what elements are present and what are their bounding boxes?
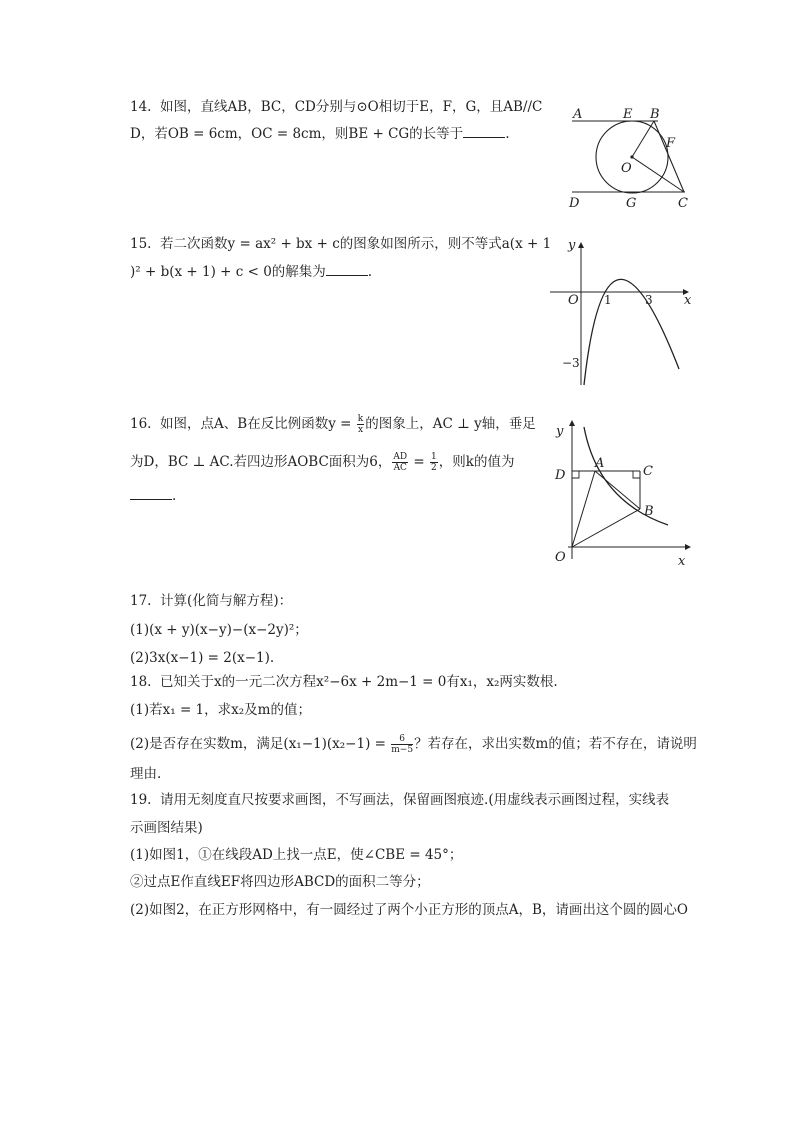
label-root-1: 1 [604, 293, 612, 307]
fraction-6-over-m-5 [391, 734, 413, 755]
label-x: x [684, 293, 692, 308]
hyperbola-curve [584, 427, 668, 525]
center-o [630, 155, 633, 158]
label-b: B [650, 107, 660, 122]
q18-part-2-cont: 理由. [130, 766, 162, 782]
label-b: B [644, 504, 654, 519]
label-e: E [623, 107, 633, 122]
label-c: C [643, 464, 653, 479]
q14-end: . [505, 126, 510, 142]
q16-text-b: 的图象上，AC ⊥ y轴，垂足 [365, 416, 536, 432]
label-x: x [678, 554, 686, 569]
q18-part-2 [130, 734, 697, 755]
denominator: 2 [431, 463, 437, 473]
q16-line-1 [130, 414, 536, 435]
right-angle-d [572, 471, 579, 478]
label-f: F [666, 136, 676, 151]
label-o: O [621, 161, 632, 176]
q17-part-1: (1)(x + y)(x−y)−(x−2y)²； [130, 622, 308, 638]
q19-title-2: 示画图结果) [130, 820, 203, 836]
numerator: 6 [391, 734, 413, 745]
right-angle-c [633, 471, 640, 478]
q19-part-2: (2)如图2，在正方形网格中，有一圆经过了两个小正方形的顶点A，B，请画出这个圆的圆心O [130, 902, 688, 918]
q16-line-2 [130, 452, 514, 473]
label-y: y [568, 238, 576, 253]
q17-part-2: (2)3x(x−1) = 2(x−1). [130, 650, 275, 666]
fraction-k-over-x [357, 414, 364, 435]
q15-line-1: 15. 若二次函数y = ax² + bx + c的图象如图所示，则不等式a(x + 1 [130, 236, 552, 252]
answer-blank [326, 263, 368, 276]
label-a: A [573, 107, 583, 122]
numerator: 1 [431, 452, 437, 462]
q16-text-c: 为D，BC ⊥ AC.若四边形AOBC面积为6， [130, 454, 392, 470]
q15-text: )² + b(x + 1) + c < 0的解集为 [130, 264, 326, 280]
q16-line-3 [130, 486, 176, 506]
q17-title: 17. 计算(化简与解方程)： [130, 593, 293, 609]
q19-part-1: (1)如图1，①在线段AD上找一点E，使∠CBE = 45°； [130, 847, 463, 863]
label-g: G [626, 196, 637, 211]
equals: = [409, 454, 430, 470]
numerator: AD [393, 452, 408, 462]
label-root-3: 3 [645, 293, 653, 307]
q16-figure [548, 415, 698, 570]
q14-figure [560, 100, 700, 215]
q14-text: D，若OB = 6cm，OC = 8cm，则BE + CG的长等于 [130, 126, 464, 142]
q15-line-2 [130, 262, 372, 282]
denominator: AC [393, 463, 407, 473]
segment-ob [632, 121, 654, 157]
answer-blank [130, 487, 172, 500]
q14-line-1: 14. 如图，直线AB，BC，CD分别与⊙O相切于E，F，G，且AB//C [130, 99, 543, 115]
q18-text-b: ？若存在，求出实数m的值；若不存在，请说明 [414, 736, 697, 752]
label-c: C [678, 196, 688, 211]
label-y: y [556, 424, 564, 439]
parabola-curve [584, 279, 679, 385]
q16-text-d: ，则k的值为 [438, 454, 515, 470]
denominator: x [357, 425, 364, 435]
q18-title: 18. 已知关于x的一元二次方程x²−6x + 2m−1 = 0有x₁，x₂两实数根. [130, 674, 558, 690]
q15-parabola-figure [548, 235, 698, 387]
q14-line-2 [130, 124, 509, 144]
q16-text-a: 16. 如图，点A、B在反比例函数y = [130, 416, 356, 432]
label-o: O [555, 550, 566, 565]
fraction-ad-ac [392, 452, 408, 473]
label-d: D [569, 196, 580, 211]
q19-title-1: 19. 请用无刻度直尺按要求画图，不写画法，保留画图痕迹.(用虚线表示画图过程，实线表 [130, 792, 670, 808]
q18-text-a: (2)是否存在实数m，满足(x₁−1)(x₂−1) = [130, 736, 391, 752]
q15-end: . [367, 264, 373, 280]
label-origin: O [568, 293, 579, 308]
denominator: m−5 [391, 745, 414, 755]
numerator: k [357, 414, 364, 424]
answer-blank [463, 125, 505, 138]
q18-part-1: (1)若x₁ = 1，求x₂及m的值； [130, 702, 311, 718]
q16-end: . [172, 488, 177, 504]
label-intercept: −3 [562, 356, 580, 370]
label-d: D [555, 468, 566, 483]
fraction-half [430, 452, 438, 473]
label-a: A [595, 456, 605, 471]
q19-part-1-2: ②过点E作直线EF将四边形ABCD的面积二等分； [130, 874, 430, 890]
